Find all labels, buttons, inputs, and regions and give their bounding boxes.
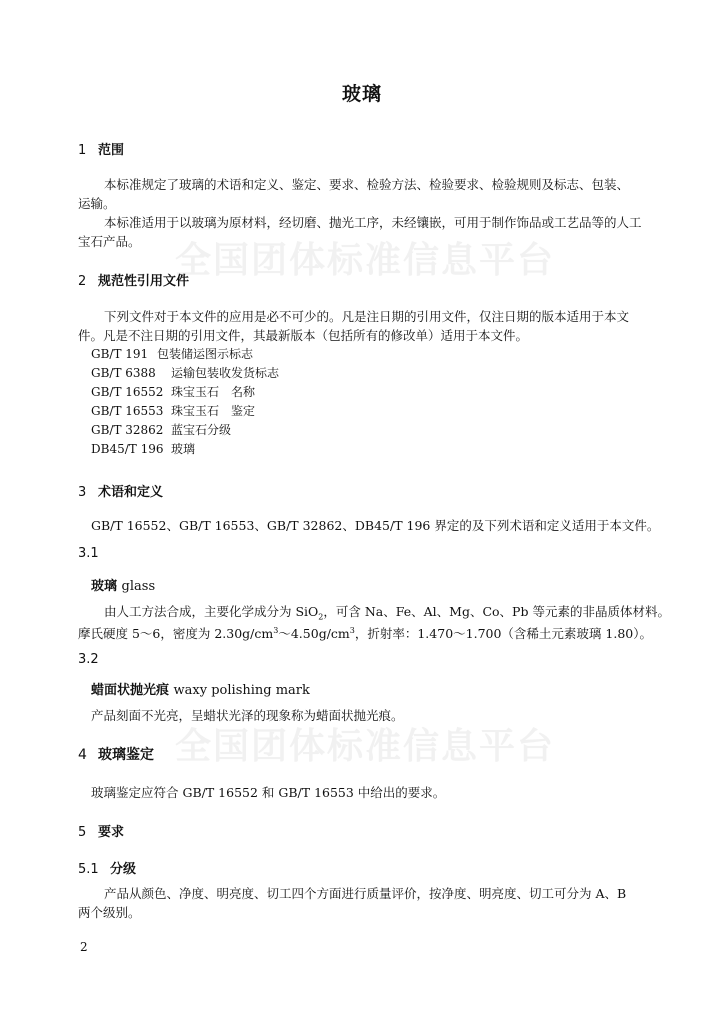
subscript: 2 — [318, 612, 324, 622]
subsection-title: 分级 — [110, 862, 137, 877]
section-heading-scope — [78, 139, 124, 158]
section-number: 4 — [78, 747, 87, 763]
reference-item — [91, 345, 253, 364]
document-title: 玻璃 — [341, 83, 382, 105]
section-heading-requirements — [78, 821, 124, 840]
term-definition-line-2 — [78, 621, 652, 643]
definition-text: ，折射率：1.470～1.700（含稀土元素玻璃 1.80）。 — [354, 626, 652, 642]
grading-paragraph-line-1: 产品从颜色、净度、明亮度、切工四个方面进行质量评价，按净度、明亮度、切工可分为 A、B — [104, 886, 627, 901]
term-number: 3.1 — [78, 546, 99, 561]
scope-paragraph-1-line-1: 本标准规定了玻璃的术语和定义、鉴定、要求、检验方法、检验要求、检验规则及标志、包装、 — [104, 177, 630, 192]
section-title: 规范性引用文件 — [98, 274, 190, 289]
reference-code: GB/T 191 — [91, 347, 149, 361]
section-heading-normative-references — [78, 270, 189, 289]
terms-intro: GB/T 16552、GB/T 16553、GB/T 32862、DB45/T 196 界定的及下列术语和定义适用于本文件。 — [91, 518, 660, 533]
reference-item — [91, 383, 255, 402]
section-title: 术语和定义 — [98, 485, 164, 500]
reference-name: 玻璃 — [171, 442, 196, 456]
reference-item — [91, 402, 255, 421]
term-english: glass — [121, 579, 156, 594]
reference-code: GB/T 16552 — [91, 385, 164, 399]
reference-code: DB45/T 196 — [91, 442, 164, 456]
section-heading-identification — [78, 744, 154, 764]
section-heading-terms — [78, 481, 163, 500]
scope-paragraph-1-line-2: 运输。 — [78, 196, 116, 211]
reference-name: 蓝宝石分级 — [171, 423, 232, 437]
reference-item — [91, 364, 279, 383]
reference-code: GB/T 6388 — [91, 366, 156, 380]
scope-paragraph-2-line-2: 宝石产品。 — [78, 234, 141, 249]
reference-name: 珠宝玉石 鉴定 — [171, 404, 256, 418]
reference-name: 包装储运图示标志 — [157, 347, 254, 361]
watermark: 全国团体标准信息平台 — [175, 726, 556, 767]
term-english: waxy polishing mark — [173, 683, 310, 698]
term-definition: 产品刻面不光亮，呈蜡状光泽的现象称为蜡面状抛光痕。 — [91, 708, 404, 723]
identification-text: 玻璃鉴定应符合 GB/T 16552 和 GB/T 16553 中给出的要求。 — [91, 785, 446, 800]
term-chinese: 蜡面状抛光痕 — [91, 683, 170, 698]
section-number: 3 — [78, 485, 87, 500]
section-number: 2 — [78, 274, 87, 289]
reference-name: 运输包装收发货标志 — [171, 366, 280, 380]
definition-text: 由人工方法合成，主要化学成分为 SiO — [104, 604, 319, 619]
reference-item — [91, 421, 231, 440]
section-title: 范围 — [98, 143, 125, 158]
references-paragraph-line-1: 下列文件对于本文件的应用是必不可少的。凡是注日期的引用文件，仅注日期的版本适用于本文 — [104, 309, 630, 324]
term-chinese: 玻璃 — [91, 579, 118, 594]
reference-code: GB/T 32862 — [91, 423, 164, 437]
definition-text: ，可含 Na、Fe、Al、Mg、Co、Pb 等元素的非晶质体材料。 — [323, 604, 670, 619]
subsection-number: 5.1 — [78, 862, 99, 877]
subsection-heading-grading — [78, 858, 136, 877]
watermark: 全国团体标准信息平台 — [175, 240, 556, 281]
term-heading — [91, 679, 310, 698]
superscript: 3 — [349, 626, 355, 635]
section-number: 1 — [78, 143, 87, 158]
section-title: 玻璃鉴定 — [98, 747, 154, 763]
page-number: 2 — [80, 940, 88, 954]
term-number: 3.2 — [78, 652, 99, 667]
definition-text: ～4.50g/cm — [278, 626, 350, 642]
reference-code: GB/T 16553 — [91, 404, 164, 418]
term-heading — [91, 575, 155, 594]
section-title: 要求 — [98, 825, 125, 840]
references-paragraph-line-2: 件。凡是不注日期的引用文件，其最新版本（包括所有的修改单）适用于本文件。 — [78, 328, 529, 343]
scope-paragraph-2-line-1: 本标准适用于以玻璃为原材料，经切磨、抛光工序，未经镶嵌，可用于制作饰品或工艺品等的人工 — [104, 215, 642, 230]
definition-text: 摩氏硬度 5～6，密度为 2.30g/cm — [78, 626, 274, 642]
grading-paragraph-line-2: 两个级别。 — [78, 905, 141, 920]
reference-name: 珠宝玉石 名称 — [171, 385, 256, 399]
superscript: 3 — [273, 626, 279, 635]
section-number: 5 — [78, 825, 87, 840]
reference-item — [91, 440, 195, 459]
